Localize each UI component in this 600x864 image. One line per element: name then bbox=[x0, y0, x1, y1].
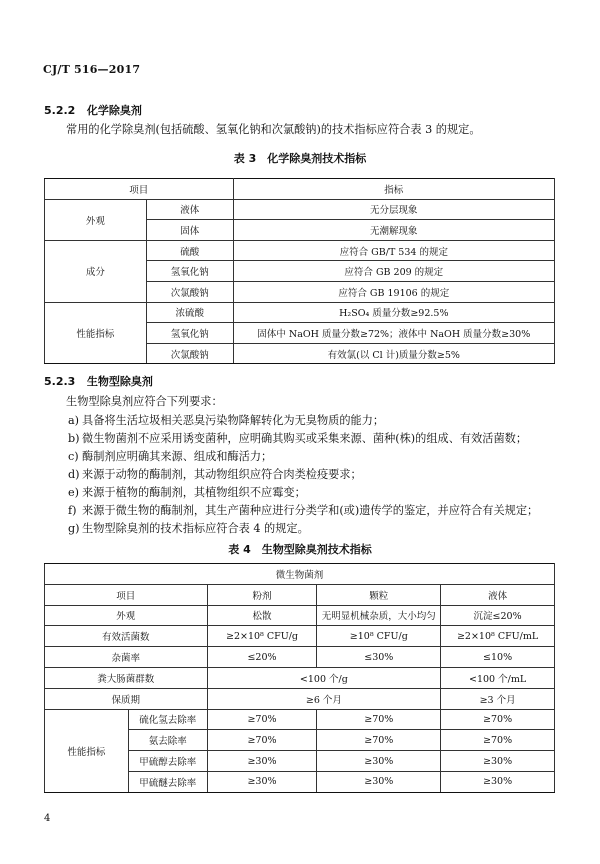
cell: ≥30% bbox=[441, 751, 555, 772]
cell: ≥2×10⁸ CFU/mL bbox=[441, 626, 555, 647]
list-item: a) 具备将生活垃圾相关恶臭污染物降解转化为无臭物质的能力； bbox=[68, 414, 385, 427]
table-4-caption: 表 4 生物型除臭剂技术指标 bbox=[228, 543, 372, 556]
standard-code-header: CJ/T 516—2017 bbox=[43, 63, 141, 76]
section-number: 5.2.3 bbox=[44, 375, 76, 388]
row-item: 硫酸 bbox=[146, 240, 233, 261]
section-title: 化学除臭剂 bbox=[86, 104, 142, 117]
group-composition: 成分 bbox=[45, 240, 147, 302]
row-label: 粪大肠菌群数 bbox=[45, 667, 208, 688]
cell: ≥2×10⁸ CFU/g bbox=[207, 626, 317, 647]
cell: 松散 bbox=[207, 605, 317, 626]
row-item: 氢氧化钠 bbox=[146, 323, 233, 344]
list-item: c) 酶制剂应明确其来源、组成和酶活力； bbox=[68, 450, 273, 463]
row-item: 次氯酸钠 bbox=[146, 343, 233, 364]
cell: ≥30% bbox=[317, 771, 441, 792]
row-label: 甲硫醇去除率 bbox=[128, 751, 207, 772]
cell: ≤20% bbox=[207, 647, 317, 668]
row-item: 液体 bbox=[146, 199, 233, 220]
cell: <100 个/mL bbox=[441, 667, 555, 688]
table-header-indicator: 指标 bbox=[233, 179, 554, 200]
row-item: 氢氧化钠 bbox=[146, 261, 233, 282]
cell: ≥70% bbox=[317, 709, 441, 730]
page-number: 4 bbox=[44, 813, 51, 824]
table-4 bbox=[44, 563, 555, 793]
row-value: 无分层现象 bbox=[233, 199, 554, 220]
cell: ≥70% bbox=[441, 709, 555, 730]
cell: ≤10% bbox=[441, 647, 555, 668]
row-value: 固体中 NaOH 质量分数≥72%；液体中 NaOH 质量分数≥30% bbox=[233, 323, 554, 344]
section-number: 5.2.2 bbox=[44, 104, 76, 117]
group-performance: 性能指标 bbox=[45, 302, 147, 364]
cell: ≥70% bbox=[317, 730, 441, 751]
cell: ≤30% bbox=[317, 647, 441, 668]
cell: ≥70% bbox=[207, 730, 317, 751]
list-item: g) 生物型除臭剂的技术指标应符合表 4 的规定。 bbox=[68, 522, 309, 535]
cell: ≥30% bbox=[207, 771, 317, 792]
table-header-granule: 颗粒 bbox=[317, 584, 441, 605]
cell: ≥10⁸ CFU/g bbox=[317, 626, 441, 647]
row-value: 应符合 GB/T 534 的规定 bbox=[233, 240, 554, 261]
section-5-2-2-intro: 常用的化学除臭剂(包括硫酸、氢氧化钠和次氯酸钠)的技术指标应符合表 3 的规定。 bbox=[66, 123, 481, 136]
table-header-powder: 粉剂 bbox=[207, 584, 317, 605]
row-value: H₂SO₄ 质量分数≥92.5% bbox=[233, 302, 554, 323]
row-label: 硫化氢去除率 bbox=[128, 709, 207, 730]
table-header-item: 项目 bbox=[45, 584, 208, 605]
table-header-item: 项目 bbox=[45, 179, 234, 200]
cell: ≥30% bbox=[441, 771, 555, 792]
cell: ≥6 个月 bbox=[207, 688, 441, 709]
row-label: 氨去除率 bbox=[128, 730, 207, 751]
row-value: 应符合 GB 19106 的规定 bbox=[233, 281, 554, 302]
row-value: 应符合 GB 209 的规定 bbox=[233, 261, 554, 282]
list-item: b) 微生物菌剂不应采用诱变菌种，应明确其购买或采集来源、菌种(株)的组成、有效活菌数； bbox=[68, 432, 528, 445]
row-value: 有效氯(以 Cl 计)质量分数≥5% bbox=[233, 343, 554, 364]
cell: <100 个/g bbox=[207, 667, 441, 688]
list-item: d) 来源于动物的酶制剂，其动物组织应符合肉类检疫要求； bbox=[68, 468, 362, 481]
section-5-2-3-heading bbox=[44, 373, 153, 389]
table-3-caption: 表 3 化学除臭剂技术指标 bbox=[233, 152, 367, 165]
cell: ≥30% bbox=[207, 751, 317, 772]
group-performance: 性能指标 bbox=[45, 709, 129, 792]
row-item: 浓硫酸 bbox=[146, 302, 233, 323]
cell: ≥70% bbox=[441, 730, 555, 751]
table-3 bbox=[44, 178, 555, 364]
row-label: 杂菌率 bbox=[45, 647, 208, 668]
row-item: 固体 bbox=[146, 220, 233, 241]
row-label: 甲硫醚去除率 bbox=[128, 771, 207, 792]
row-label: 保质期 bbox=[45, 688, 208, 709]
row-value: 无潮解现象 bbox=[233, 220, 554, 241]
section-5-2-3-intro: 生物型除臭剂应符合下列要求： bbox=[66, 395, 223, 408]
group-appearance: 外观 bbox=[45, 199, 147, 240]
cell: 无明显机械杂质，大小均匀 bbox=[317, 605, 441, 626]
list-item: f) 来源于微生物的酶制剂，其生产菌种应进行分类学和(或)遗传学的鉴定，并应符合有关规定； bbox=[68, 504, 539, 517]
row-label: 外观 bbox=[45, 605, 208, 626]
section-title: 生物型除臭剂 bbox=[86, 375, 153, 388]
table-super-header: 微生物菌剂 bbox=[45, 564, 555, 585]
cell: 沉淀≤20% bbox=[441, 605, 555, 626]
section-5-2-2-heading bbox=[44, 102, 142, 118]
cell: ≥3 个月 bbox=[441, 688, 555, 709]
table-header-liquid: 液体 bbox=[441, 584, 555, 605]
row-label: 有效活菌数 bbox=[45, 626, 208, 647]
cell: ≥30% bbox=[317, 751, 441, 772]
row-item: 次氯酸钠 bbox=[146, 281, 233, 302]
list-item: e) 来源于植物的酶制剂，其植物组织不应霉变； bbox=[68, 486, 306, 499]
cell: ≥70% bbox=[207, 709, 317, 730]
